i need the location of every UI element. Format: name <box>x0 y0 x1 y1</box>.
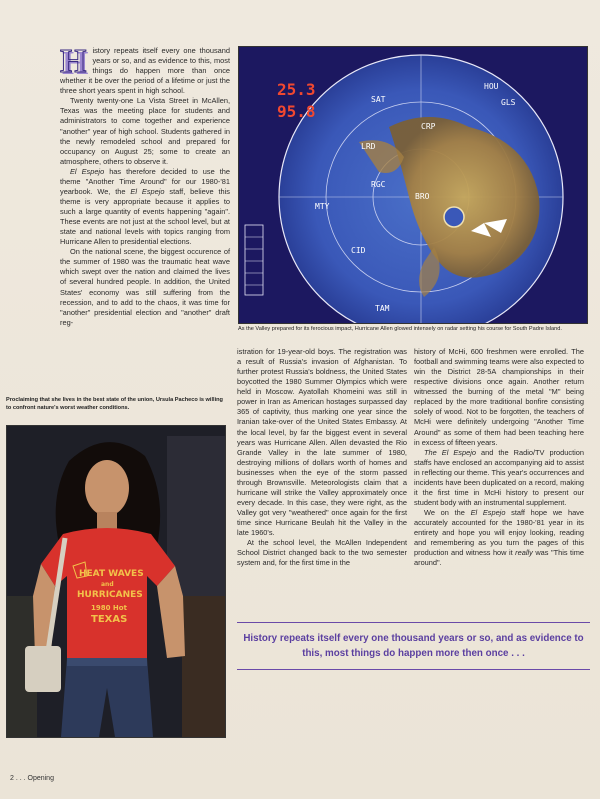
shirt-text-2: and <box>101 581 114 588</box>
shirt-text-5: TEXAS <box>91 614 128 625</box>
shirt-text-1: HEAT WAVES <box>79 569 144 579</box>
paragraph: At the school level, the McAllen Independent School District changed back to the two semester system and, for the first time in the <box>237 538 407 568</box>
text-column-1 <box>60 43 230 328</box>
radar-image <box>239 47 587 323</box>
intro-paragraph: History repeats itself every one thousand years or so, and as evidence to this, most things do happen more than once whether it be over the period of a lifetime or just the three short years spent in high school. <box>60 43 230 96</box>
text-column-3 <box>414 347 584 568</box>
radar-caption: As the Valley prepared for its ferocious impact, Hurricane Allen glowed intensely on radar setting his course for South Padre Island. <box>238 326 562 332</box>
shirt-text-4: 1980 Hot <box>91 604 127 612</box>
paragraph: istration for 19-year-old boys. The registration was a result of Russia's invasion of Afghanistan. To further protest Russia's boldness, the United States boycotted the 1980 Summer Olympics which were held in Moscow. Ayatollah Khomeini was still in power in Iran as American hostages surpassed day 365 of captivity, thus marking one year since the Iranian take-over of the United States Embassy. At the local level, by far the biggest event in several years was Hurricane Allen. Allen devasted the Rio Grande Valley in the late summer of 1980, destroying millions of dollars worth of homes and businesses when the eye of the storm passed through Brownsville. Meteorologists claim that a hurricane will strike the Valley approximately once every decade. In this case, they were right, as the Valley got very "weathered" once again for the first time since Hurricane Beulah hit the Valley in the late 1960's. <box>237 347 407 538</box>
portrait-caption: Proclaiming that she lives in the best state of the union, Ursula Pacheco is willing to confront nature's worst weather conditions. <box>6 397 223 411</box>
radar-label-crp: CRP <box>421 122 436 131</box>
text-column-2 <box>237 347 407 568</box>
page-footer: 2 . . . Opening <box>10 775 54 782</box>
paragraph: We on the El Espejo staff hope we have accurately accounted for the 1980-'81 year in its entirety and hope you will enjoy looking, reading and remembering as you turn the pages of this production and witness how it really was "This time around". <box>414 508 584 568</box>
paragraph: history of McHi, 600 freshmen were enrolled. The football and swimming teams were also expected to win the District 28-5A championships in their respective divisions once again. Another return witnessed the burning of the metal "M" being replaced by the more traditional bonfire consisting solely of wood. Not to be forgotten, the teachers of McHi were definitely undergoing "Another Time Around" as some of them had been teaching here in excess of fifteen years. <box>414 347 584 447</box>
paragraph: The El Espejo and the Radio/TV production staffs have enclosed an accompanying aid to assist in reflecting our theme. This year's occurrences and incidents have been duplicated on a record, making it the first time in McHi history to present our student body with an instrumental supplement. <box>414 447 585 507</box>
radar-label-sat: SAT <box>371 95 386 104</box>
radar-label-bro: BRO <box>415 192 430 201</box>
paragraph: On the national scene, the biggest occurence of the summer of 1980 was the traumatic heat wave which swept over the nation and claimed the lives of several hundred people. In addition, the United States' economy was still suffering from the recession, and to add to the chaos, it was time for "another" presidential election and "another" draft reg- <box>60 247 230 327</box>
radar-label-hou: HOU <box>484 82 499 91</box>
radar-readout-2: 95.8 <box>277 102 316 121</box>
radar-photo <box>238 46 588 324</box>
radar-readout-1: 25.3 <box>277 80 316 99</box>
drop-cap: H <box>60 43 87 80</box>
paragraph: Twenty twenty-one La Vista Street in McAllen, Texas was the meeting place for students and administrators to come together and experience "another" year of high school. Students gathered in the newly remodeled school and prepared for occupancy on August 25; some to create an atmosphere, others to observe it. <box>60 96 230 166</box>
portrait-image <box>7 426 225 737</box>
pull-quote: History repeats itself every one thousand years or so, and as evidence to this, most things do happen more then once . . . <box>237 622 590 670</box>
radar-label-cid: CID <box>351 246 366 255</box>
radar-label-lrd: LRD <box>361 142 376 151</box>
radar-label-gls: GLS <box>501 98 516 107</box>
radar-label-tam: TAM <box>375 304 390 313</box>
shirt-text-3: HURRICANES <box>77 590 143 600</box>
paragraph: El Espejo has therefore decided to use the theme "Another Time Around" for our 1980-'81 yearbook. We, the El Espejo staff, believe this theme is very appropriate because it applies to such a large quantity of events happening "again". These events are not just at the school level, but at state and national levels with topics ranging from Hurricane Allen to presidential elections. <box>60 166 230 247</box>
radar-label-rgc: RGC <box>371 180 386 189</box>
portrait-photo <box>6 425 226 738</box>
radar-label-mty: MTY <box>315 202 330 211</box>
